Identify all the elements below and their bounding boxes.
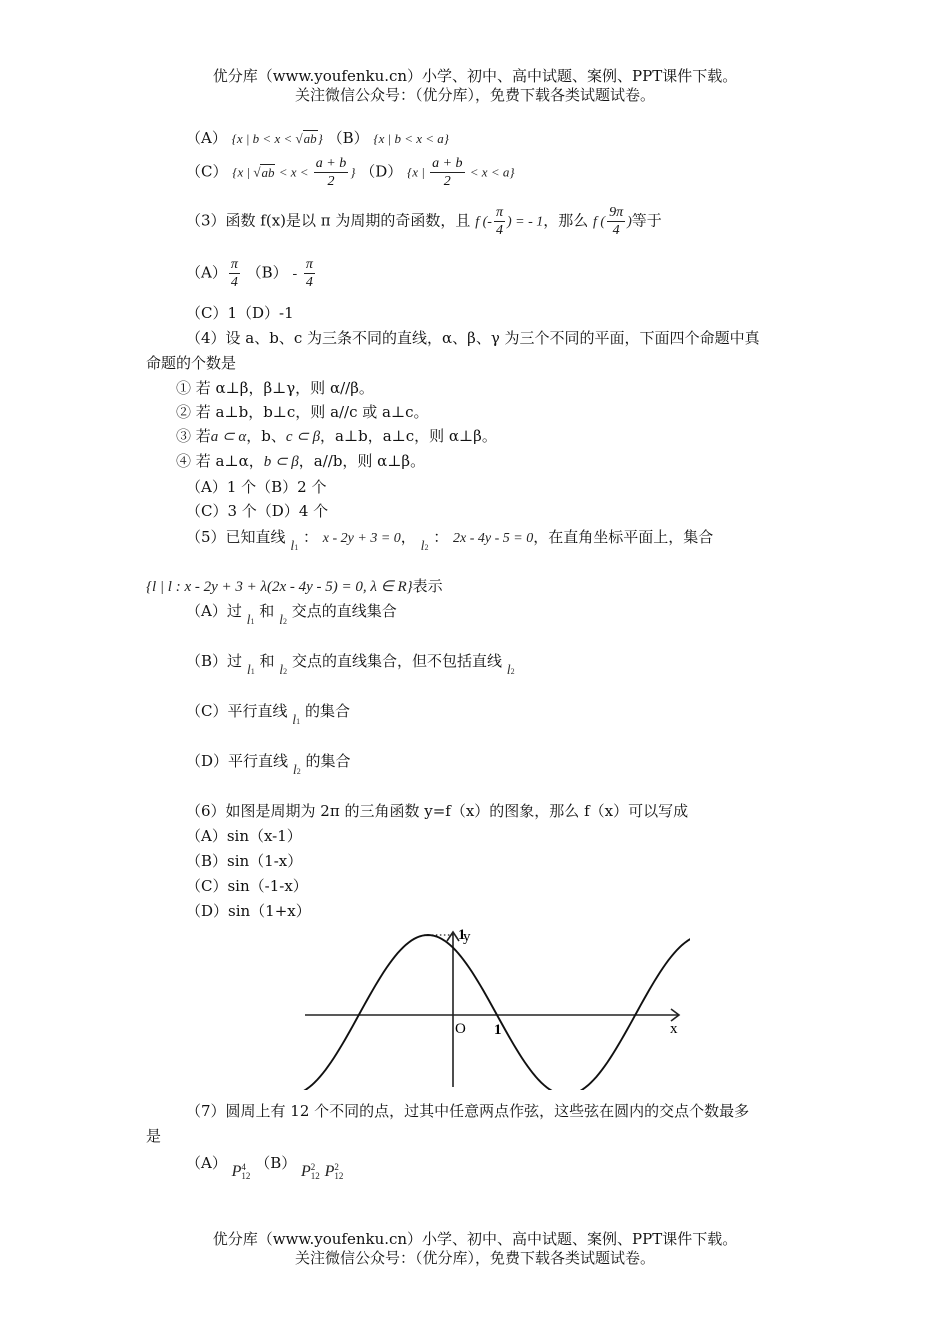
origin-label: O (455, 1021, 466, 1037)
q2-option-a-post: } (317, 131, 323, 146)
q7-option-b2-p: P (324, 1163, 335, 1180)
q4-proposition-3-part-b: ，b、 (246, 427, 286, 445)
q5-option-b-pre: （B）过 (186, 652, 243, 670)
q5-option-b-post: 交点的直线集合，但不包括直线 (291, 652, 502, 670)
q5-option-a-l1-subscript: 1 (250, 617, 255, 626)
q7-option-a-sub: 12 (241, 1171, 251, 1182)
q4-proposition-4 (176, 450, 425, 471)
q5-option-a-and: 和 (259, 602, 275, 620)
q3-option-b-numerator: π (305, 257, 313, 272)
q5-option-b-l2-letter: l (279, 663, 284, 678)
q2-option-c-pre: {x | (232, 164, 254, 180)
q5-option-b-l2-subscript: 2 (283, 667, 288, 676)
q2-option-c-fraction (314, 155, 348, 190)
q7-option-a-perm (232, 1163, 251, 1180)
q2-option-c-sqrt: √ab (253, 164, 275, 180)
q4-proposition-1: ① 若 α⊥β，β⊥γ，则 α//β。 (176, 379, 374, 397)
q5-stem-part-a: （5）已知直线 (186, 528, 286, 546)
q3-f2-post: ) (627, 214, 632, 230)
q4-proposition-3-part-a: ③ 若 (176, 427, 211, 445)
q5-option-d (186, 750, 351, 778)
q3-f1-numerator: π (495, 205, 503, 220)
q3-f1-post: ) = - 1 (506, 214, 544, 230)
q7-option-a-label: （A） (186, 1154, 227, 1172)
q5-option-a-post: 交点的直线集合 (291, 602, 397, 620)
q2-option-d-pre: {x | (407, 164, 429, 180)
q3-f2-pre: f ( (593, 214, 606, 230)
q5-option-d-l2-subscript: 2 (296, 767, 301, 776)
q4-proposition-3-math-1: a ⊂ α (210, 429, 247, 445)
q4-proposition-3 (176, 425, 497, 446)
q3-stem (186, 204, 662, 239)
q6-function-graph (300, 925, 690, 1090)
q6-stem: （6）如图是周期为 2π 的三角函数 y=f（x）的图象，那么 f（x）可以写成 (186, 802, 689, 820)
q2-option-d-label: （D） (360, 162, 403, 181)
q5-option-c (186, 700, 350, 728)
q5-line-l2 (421, 539, 429, 554)
q3-stem-part3: 等于 (631, 211, 662, 230)
q3-option-a-label: （A） (186, 263, 227, 282)
footer-line-1: 优分库（www.youfenku.cn）小学、初中、高中试题、案例、PPT课件下载。 (212, 1230, 738, 1248)
q3-option-a-numerator: π (230, 257, 238, 272)
q2-option-c-radicand: ab (261, 164, 275, 180)
q5-option-a-l2-subscript: 2 (282, 617, 287, 626)
x-axis-label: x (670, 1021, 678, 1037)
q5-colon-2: ： (433, 528, 449, 546)
q2-option-c-denominator: 2 (327, 174, 335, 189)
q2-option-c-mid: < x < (275, 164, 312, 180)
q7-stem-line-1: （7）圆周上有 12 个不同的点，过其中任意两点作弦，这些弦在圆内的交点个数最多 (186, 1102, 750, 1120)
q5-option-d-l2-letter: l (292, 763, 297, 778)
q5-option-d-pre: （D）平行直线 (186, 752, 289, 770)
q5-option-b-l1-subscript: 1 (250, 667, 255, 676)
q4-stem-line-1: （4）设 a、b、c 为三条不同的直线，α、β、γ 为三个不同的平面，下面四个命题中真 (186, 329, 760, 347)
q3-f1-denominator: 4 (495, 223, 503, 238)
q5-set-suffix: 表示 (412, 577, 443, 595)
sine-curve (300, 935, 690, 1090)
q3-option-a-fraction (229, 256, 240, 291)
q4-row-cd: （C）3 个（D）4 个 (186, 502, 329, 520)
q2-option-a-radicand: ab (303, 131, 317, 146)
q5-option-b-l1-letter: l (246, 663, 251, 678)
q5-option-c-post: 的集合 (304, 702, 350, 720)
q7-option-b1-sup: 2 (310, 1162, 316, 1173)
q5-option-b-l2-end-letter: l (506, 663, 511, 678)
q3-option-a-denominator: 4 (230, 275, 238, 290)
q6-option-b: （B）sin（1-x） (186, 852, 303, 870)
y-axis-label: y (463, 929, 471, 945)
q3-f2-fraction (607, 204, 625, 239)
q7-option-b-perm-2 (325, 1163, 344, 1180)
header-line-2: 关注微信公众号：（优分库），免费下载各类试题试卷。 (294, 86, 655, 104)
q6-option-c: （C）sin（-1-x） (186, 877, 308, 895)
footer-line-2: 关注微信公众号：（优分库），免费下载各类试题试卷。 (294, 1249, 655, 1267)
q6-option-d: （D）sin（1+x） (186, 902, 311, 920)
q5-line-l2-letter: l (420, 539, 425, 554)
q3-option-b-denominator: 4 (305, 275, 313, 290)
q7-option-b1-p: P (301, 1163, 311, 1180)
q5-option-d-l2 (293, 763, 301, 778)
q3-f1-fraction (494, 204, 505, 239)
q2-row-ab (186, 127, 449, 148)
q5-option-a-l2-letter: l (279, 613, 283, 628)
q5-equation-2: 2x - 4y - 5 = 0 (453, 531, 534, 546)
q5-stem-part-b: ，在直角坐标平面上，集合 (533, 528, 714, 546)
q3-row-cd: （C）1（D）-1 (186, 304, 294, 322)
q5-option-c-l1-subscript: 1 (296, 717, 301, 726)
q6-option-a: （A）sin（x-1） (186, 827, 302, 845)
q5-option-a-l1-letter: l (246, 613, 251, 628)
q5-option-b-l2-end-subscript: 2 (510, 667, 515, 676)
q2-option-d-post: < x < a} (466, 164, 515, 180)
q3-option-b-sign: - (292, 266, 298, 282)
q3-row-ab (186, 256, 317, 291)
q2-option-a-pre: {x | b < x < (231, 131, 296, 146)
q5-line-l2-subscript: 2 (424, 543, 429, 552)
q3-option-b-label: （B） (246, 263, 288, 282)
q5-stem (186, 526, 714, 554)
q7-option-b-label: （B） (255, 1154, 297, 1172)
q5-option-a-pre: （A）过 (186, 602, 242, 620)
q2-option-a-sqrt: √ab (295, 131, 317, 146)
q7-option-b2-sub: 12 (334, 1171, 344, 1182)
y-tick-label-1: 1 (458, 927, 466, 943)
q5-set-line (146, 575, 443, 596)
q7-option-b1-sub: 12 (310, 1171, 320, 1182)
x-tick-label-1: 1 (494, 1022, 502, 1038)
q5-equation-1: x - 2y + 3 = 0 (322, 531, 401, 546)
q3-f2-numerator: 9π (609, 205, 624, 220)
q4-proposition-4-part-b: ，a//b，则 α⊥β。 (298, 452, 426, 470)
q5-option-c-l1-letter: l (292, 713, 297, 728)
q5-option-b-l2 (279, 663, 287, 678)
q5-option-b-l2-end (507, 663, 515, 678)
q5-line-l1-subscript: 1 (294, 543, 299, 552)
q3-f1-pre: f (- (475, 214, 492, 230)
q5-line-l1-letter: l (290, 539, 295, 554)
q7-option-b-perm-1 (301, 1163, 320, 1180)
q5-line-l1 (290, 539, 298, 554)
q2-option-d-denominator: 2 (443, 174, 451, 189)
q5-colon-1: ： (303, 528, 319, 546)
q5-option-c-l1 (292, 713, 300, 728)
q5-option-a-l2 (279, 613, 287, 628)
q5-option-b-l1 (247, 663, 255, 678)
q2-option-b-label: （B） (327, 129, 369, 147)
q4-proposition-4-part-a: ④ 若 a⊥α， (176, 452, 264, 470)
q2-option-c-post: } (350, 164, 356, 180)
q3-option-b-fraction (304, 256, 315, 291)
q5-option-b (186, 650, 515, 678)
q4-proposition-3-part-c: ，a⊥b，a⊥c，则 α⊥β。 (320, 427, 497, 445)
q3-stem-part2: ，那么 (543, 211, 589, 230)
q2-option-c-label: （C） (186, 162, 228, 181)
q2-row-cd (186, 155, 515, 190)
q2-option-c-numerator: a + b (315, 156, 347, 171)
q4-row-ab: （A）1 个（B）2 个 (186, 478, 327, 496)
q5-option-c-pre: （C）平行直线 (186, 702, 288, 720)
header-line-1: 优分库（www.youfenku.cn）小学、初中、高中试题、案例、PPT课件下载。 (212, 67, 738, 85)
q7-option-b2-sup: 2 (334, 1162, 339, 1173)
q3-f2-denominator: 4 (612, 223, 620, 238)
q2-option-d-fraction (430, 155, 464, 190)
q5-comma: ， (400, 528, 416, 546)
q7-stem-line-2: 是 (146, 1127, 162, 1145)
q3-stem-part1: （3）函数 f(x)是以 π 为周期的奇函数，且 (186, 211, 471, 230)
q5-option-a (186, 600, 397, 628)
q2-option-a-label: （A） (186, 129, 227, 147)
q5-option-b-and: 和 (259, 652, 275, 670)
q4-proposition-2: ② 若 a⊥b，b⊥c，则 a//c 或 a⊥c。 (176, 403, 429, 421)
q5-option-d-post: 的集合 (305, 752, 351, 770)
q4-stem-line-2: 命题的个数是 (146, 354, 237, 372)
q7-options (186, 1152, 344, 1182)
q7-option-a-p: P (231, 1163, 242, 1180)
q2-option-b-text: {x | b < x < a} (373, 131, 449, 146)
q4-proposition-3-math-2: c ⊂ β (285, 429, 321, 445)
q4-proposition-4-math: b ⊂ β (263, 454, 299, 470)
q7-option-a-sup: 4 (241, 1162, 246, 1173)
q5-option-a-l1 (247, 613, 255, 628)
q2-option-d-numerator: a + b (432, 156, 463, 171)
q5-set-expression: {l | l : x - 2y + 3 + λ(2x - 4y - 5) = 0, λ ∈ R} (146, 579, 413, 595)
